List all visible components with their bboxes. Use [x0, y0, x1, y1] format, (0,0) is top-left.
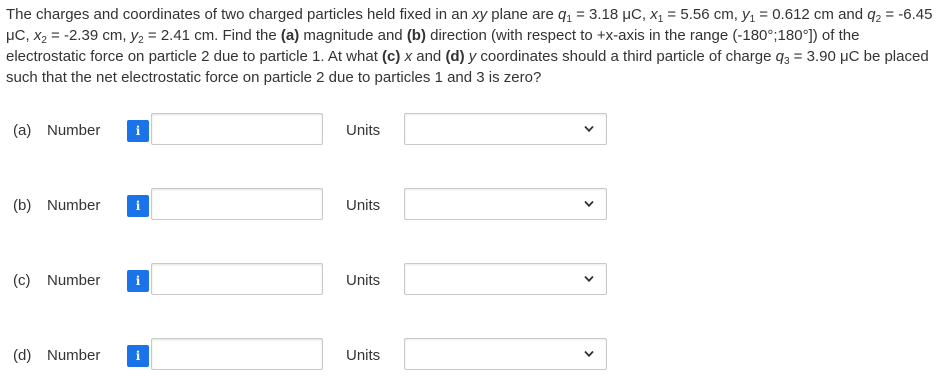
units-select-b[interactable] — [404, 188, 607, 220]
info-icon[interactable]: i — [127, 345, 149, 367]
units-label-a: Units — [346, 122, 381, 139]
chevron-down-icon — [584, 275, 594, 283]
answer-row-b — [0, 188, 939, 224]
units-select-a[interactable] — [404, 113, 607, 145]
number-input-b[interactable] — [151, 188, 323, 220]
chevron-down-icon — [584, 125, 594, 133]
units-select-d[interactable] — [404, 338, 607, 370]
answer-label-d: (d) Number — [13, 347, 101, 364]
problem-statement: The charges and coordinates of two charged particles held fixed in an xy plane are $q_1 = 3.18$ μC, $x_1 = 5.56$ cm, $y_1 = 0.612$ cm and $q_2 = -6.45$ μC, $x_2 = -2.39$ cm, $y_2 = 2.41$ cm. Find the (a) magnitude and (b) direction (with respect to +x-axis in the range (-180°;180°]) of the electrostatic force on particle 2 due to particle 1. At what (c) x and (d) y coordinates should a third particle of charge $q_3 = 3.90$ μC be placed such that the net electrostatic force on particle 2 due to particles 1 and 3 is zero? — [6, 6, 933, 86]
answer-row-d — [0, 338, 939, 374]
chevron-down-icon — [584, 200, 594, 208]
number-input-c[interactable] — [151, 263, 323, 295]
info-icon[interactable]: i — [127, 120, 149, 142]
answer-label-c: (c) Number — [13, 272, 101, 289]
units-label-d: Units — [346, 347, 381, 364]
info-icon[interactable]: i — [127, 195, 149, 217]
answer-row-c — [0, 263, 939, 299]
answer-row-a — [0, 113, 939, 149]
units-label-b: Units — [346, 197, 381, 214]
answer-label-a: (a) Number — [13, 122, 101, 139]
info-icon[interactable]: i — [127, 270, 149, 292]
number-input-a[interactable] — [151, 113, 323, 145]
units-select-c[interactable] — [404, 263, 607, 295]
number-input-d[interactable] — [151, 338, 323, 370]
chevron-down-icon — [584, 350, 594, 358]
answer-label-b: (b) Number — [13, 197, 101, 214]
units-label-c: Units — [346, 272, 381, 289]
